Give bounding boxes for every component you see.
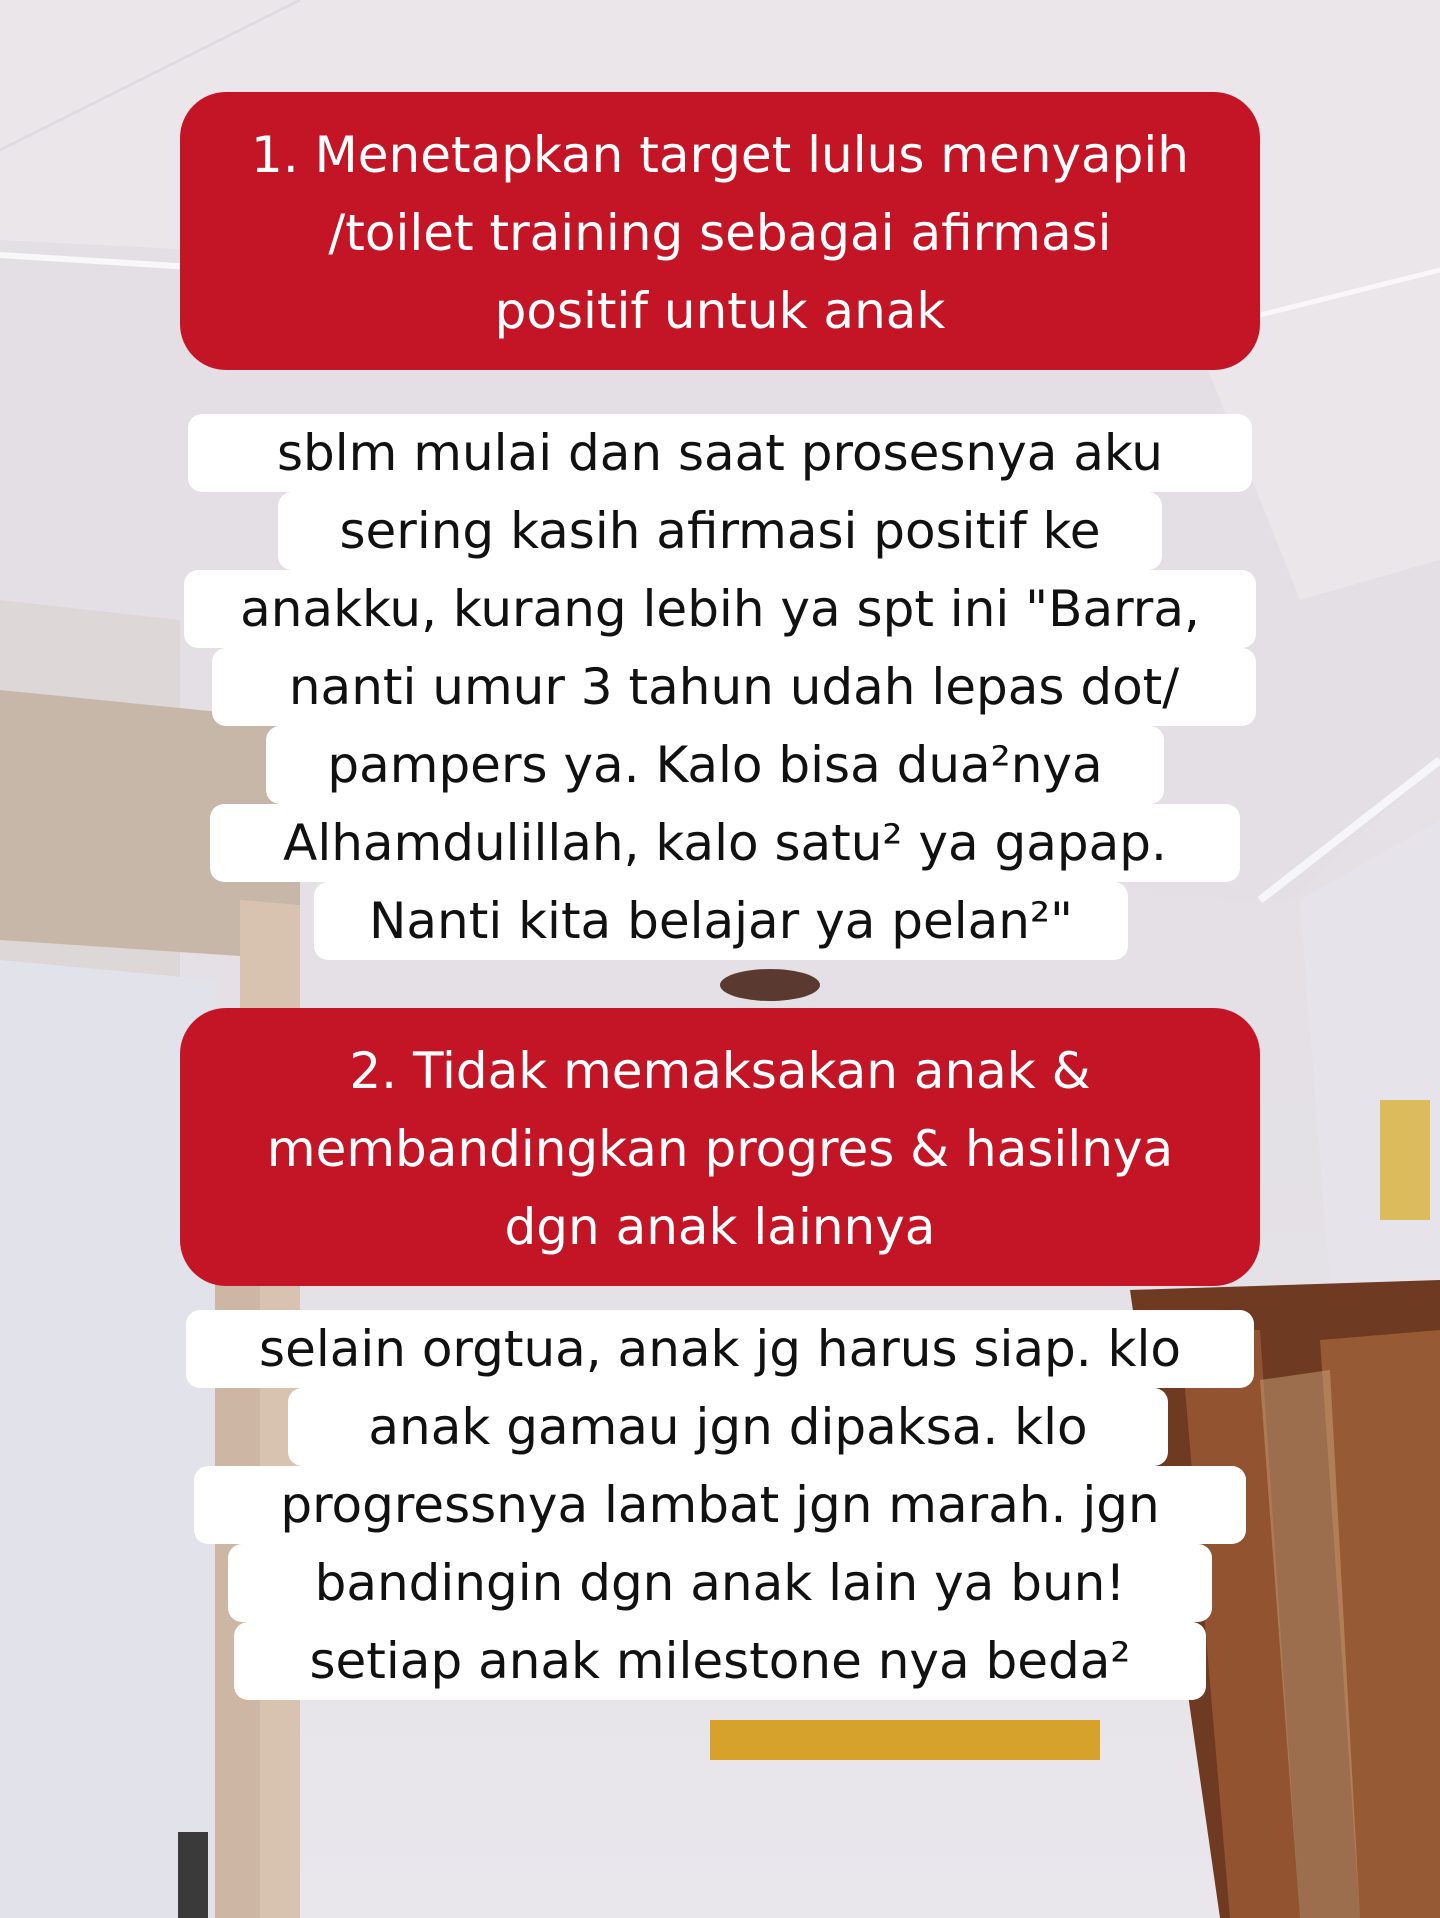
section-2-body-line: bandingin dgn anak lain ya bun!	[228, 1544, 1212, 1622]
section-2-body-line: selain orgtua, anak jg harus siap. klo	[186, 1310, 1254, 1388]
section-1-title-line: /toilet training sebagai afirmasi	[328, 204, 1112, 262]
section-1-body-line: pampers ya. Kalo bisa dua²nya	[266, 726, 1164, 804]
section-2-body-line: setiap anak milestone nya beda²	[234, 1622, 1206, 1700]
section-1-title-line: positif untuk anak	[494, 282, 946, 340]
section-2-title-line: membandingkan progres & hasilnya	[266, 1120, 1174, 1178]
section-2-title-line: dgn anak lainnya	[504, 1198, 936, 1256]
section-1-body-line: Nanti kita belajar ya pelan²"	[314, 882, 1128, 960]
section-1-body-line: sering kasih afirmasi positif ke	[278, 492, 1162, 570]
section-1-body-line: Alhamdulillah, kalo satu² ya gapap.	[210, 804, 1240, 882]
section-2-body-line: progressnya lambat jgn marah. jgn	[194, 1466, 1246, 1544]
section-1-title-box	[180, 92, 1260, 370]
section-1-body-line: sblm mulai dan saat prosesnya aku	[188, 414, 1252, 492]
section-2-title-box	[180, 1008, 1260, 1286]
section-1-body-line: nanti umur 3 tahun udah lepas dot/	[212, 648, 1256, 726]
section-2-body-line: anak gamau jgn dipaksa. klo	[288, 1388, 1168, 1466]
section-1-body-line: anakku, kurang lebih ya spt ini "Barra,	[184, 570, 1256, 648]
section-1-title-line: 1. Menetapkan target lulus menyapih	[251, 126, 1189, 184]
section-2-title-line: 2. Tidak memaksakan anak &	[349, 1042, 1091, 1100]
